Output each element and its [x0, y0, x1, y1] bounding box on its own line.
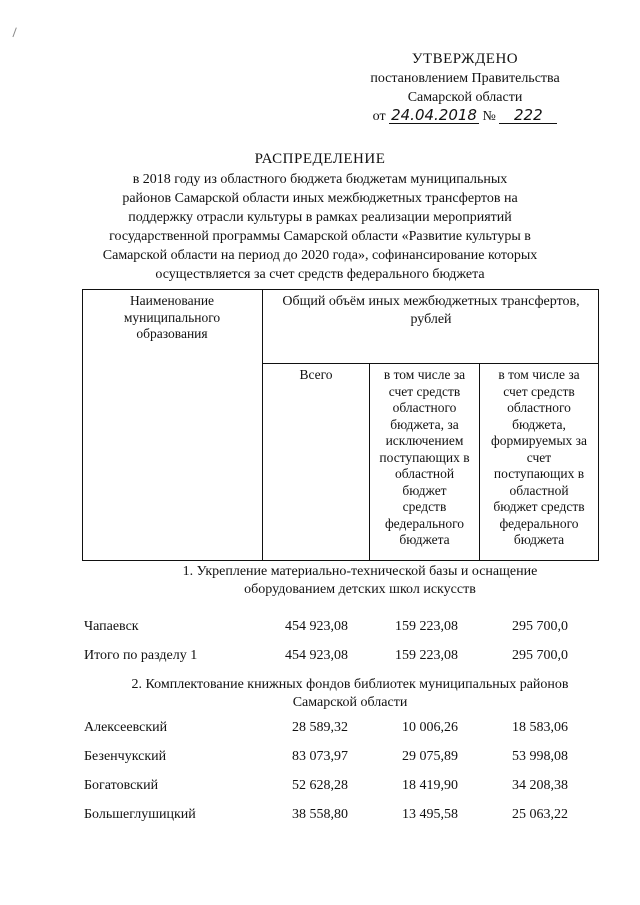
row-regional: 13 495,58 [402, 807, 458, 822]
header-text: областного [392, 400, 457, 415]
heading-line: государственной программы Самарской области «Развитие культуры в [109, 229, 531, 244]
approval-line-2: Самарской области [407, 90, 523, 105]
table-divider-col3 [479, 363, 480, 561]
row-federal: 295 700,0 [512, 648, 568, 663]
heading-line: районов Самарской области иных межбюджетных трансфертов на [122, 191, 518, 206]
approval-number: 222 [499, 107, 557, 124]
table-divider-subheader [262, 363, 599, 364]
table-row [80, 748, 600, 766]
distribution-table-header [82, 289, 599, 561]
row-total: 83 073,97 [292, 749, 348, 764]
header-text: средств [402, 499, 447, 514]
section-title-line: Самарской области [292, 695, 408, 710]
header-text: поступающих в [379, 449, 470, 465]
section-title-2 [90, 676, 610, 712]
row-federal: 18 583,06 [512, 720, 568, 735]
table-divider-col2 [369, 363, 370, 561]
row-municipality: Богатовский [84, 778, 159, 793]
heading-line: осуществляется за счет средств федерального бюджета [155, 267, 485, 282]
row-municipality: Алексеевский [84, 720, 168, 735]
row-municipality: Итого по разделу 1 [84, 648, 198, 663]
header-text: бюджета, [512, 416, 566, 432]
row-regional: 18 419,90 [402, 778, 458, 793]
approval-block [350, 50, 580, 126]
header-text: бюджет средств [493, 499, 585, 514]
row-total: 454 923,08 [285, 648, 348, 663]
section-title-1 [150, 563, 570, 599]
heading-line: в 2018 году из областного бюджета бюджетам муниципальных [132, 172, 508, 187]
table-row-subtotal [80, 647, 600, 665]
row-municipality: Чапаевск [84, 619, 139, 634]
document-title: РАСПРЕДЕЛЕНИЕ [254, 151, 386, 167]
header-text: в том числе за [383, 367, 466, 382]
header-text: областной [394, 466, 455, 481]
table-border-left [82, 289, 83, 561]
row-municipality: Безенчукский [84, 749, 167, 764]
header-text: образования [136, 326, 208, 341]
table-row [80, 806, 600, 824]
header-text: рублей [410, 312, 452, 327]
scan-mark [12, 27, 20, 38]
approval-line-1: постановлением Правительства [370, 71, 560, 86]
header-text: счет средств [503, 383, 575, 399]
row-municipality: Большеглушицкий [84, 807, 196, 822]
approval-title: УТВЕРЖДЕНО [411, 51, 519, 67]
table-row [80, 618, 600, 636]
header-text: федерального [499, 515, 579, 531]
row-federal: 295 700,0 [512, 619, 568, 634]
table-border-right [598, 289, 599, 561]
approval-number-label: № [482, 109, 496, 124]
header-text: исключением [385, 433, 464, 448]
header-all: Всего [299, 367, 333, 382]
header-text: Общий объём иных межбюджетных трансфертов, [282, 294, 580, 309]
row-regional: 29 075,89 [402, 749, 458, 764]
row-regional: 159 223,08 [395, 648, 458, 663]
table-border-bottom [82, 560, 599, 561]
header-municipality [86, 293, 258, 343]
row-total: 52 628,28 [292, 778, 348, 793]
header-text: муниципального [123, 309, 221, 325]
table-row [80, 777, 600, 795]
document-heading [60, 150, 580, 284]
header-text: в том числе за [498, 367, 580, 382]
row-federal: 53 998,08 [512, 749, 568, 764]
table-divider-name [262, 289, 263, 561]
approval-date-line [350, 107, 580, 126]
section-title-line: 1. Укрепление материально-технической базы и оснащение [182, 564, 538, 579]
approval-date: 24.04.2018 [391, 106, 477, 124]
header-text: бюджет [402, 482, 447, 498]
heading-line: поддержку отрасли культуры в рамках реализации мероприятий [128, 210, 512, 225]
section-title-line: оборудованием детских школ искусств [244, 582, 476, 597]
header-text: областного [507, 400, 571, 415]
header-text: Наименование [129, 293, 215, 308]
header-text: федерального [384, 515, 465, 531]
row-regional: 159 223,08 [395, 619, 458, 634]
header-text: областной [509, 482, 569, 498]
row-federal: 25 063,22 [512, 807, 568, 822]
table-border-top [82, 289, 599, 290]
heading-line: Самарской области на период до 2020 года», софинансирование которых [102, 248, 538, 263]
header-text: бюджета, за [390, 416, 459, 432]
header-text: бюджета [399, 532, 450, 547]
header-text: формируемых за [490, 433, 587, 448]
row-total: 28 589,32 [292, 720, 348, 735]
row-federal: 34 208,38 [512, 778, 568, 793]
row-total: 38 558,80 [292, 807, 348, 822]
header-text: поступающих в [493, 466, 585, 481]
header-total-transfers [264, 293, 598, 329]
header-text: счет средств [388, 383, 461, 399]
row-total: 454 923,08 [285, 619, 348, 634]
section-title-line: 2. Комплектование книжных фондов библиотек муниципальных районов [131, 677, 569, 692]
header-federal-budget [481, 367, 597, 549]
approval-from-label: от [372, 109, 386, 124]
table-row [80, 719, 600, 737]
header-regional-budget [371, 367, 478, 549]
row-regional: 10 006,26 [402, 720, 458, 735]
header-text: счет [526, 449, 552, 465]
header-text: бюджета [513, 532, 565, 547]
